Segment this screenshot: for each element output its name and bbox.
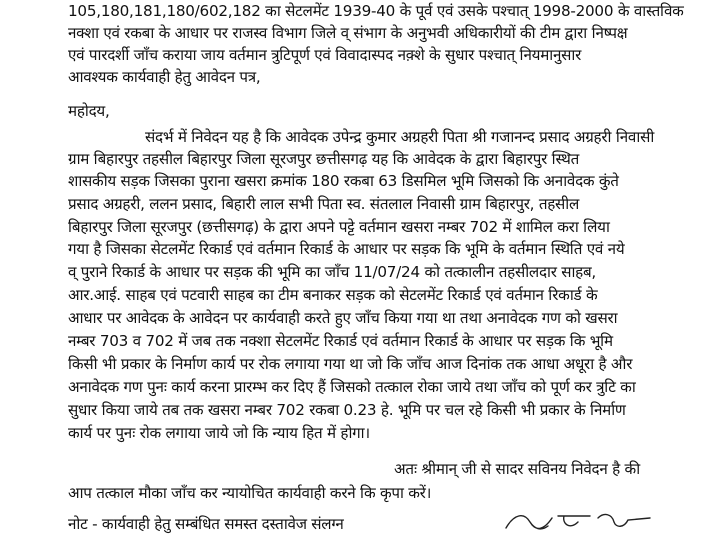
body-line: आर.आई. साहब एवं पटवारी साहब का टीम बनाकर सड़क को सेटलमेंट रिकार्ड एवं वर्तमान रिकार्ड के [68, 286, 598, 304]
body-line: अनावेदक गण पुनः कार्य करना प्रारम्भ कर दिए हैं जिसको तत्काल रोका जाये तथा जाँच को पूर्ण कर त्रुटि का [68, 378, 636, 396]
signature-scribble [500, 508, 660, 534]
body-line: व् पुराने रिकार्ड के आधार पर सड़क की भूमि का जाँच 11/07/24 को तत्कालीन तहसीलदार साहब, [68, 263, 596, 281]
subject-line: आवश्यक कार्यवाही हेतु आवेदन पत्र, [68, 68, 261, 86]
body-line: गया है जिसका सेटलमेंट रिकार्ड एवं वर्तमान रिकार्ड के आधार पर सड़क कि भूमि के वर्तमान स्थिति एवं नये [68, 240, 625, 258]
salutation: महोदय, [68, 102, 110, 120]
body-line: सुधार किया जाये तब तक खसरा नम्बर 702 रकबा 0.23 हे. भूमि पर चल रहे किसी भी प्रकार के निर्माण [68, 401, 626, 419]
subject-line: 105,180,181,180/602,182 का सेटलमेंट 1939-40 के पूर्व एवं उसके पश्चात् 1998-2000 के वास्तविक [68, 2, 684, 20]
body-line: बिहारपुर जिला सूरजपुर (छत्तीसगढ़) के द्वारा अपने पट्टे वर्तमान खसरा नम्बर 702 में शामिल करा लिया [68, 218, 610, 236]
body-line: नम्बर 703 व 702 में जब तक नक्शा सेटलमेंट रिकार्ड एवं वर्तमान रिकार्ड के आधार पर सड़क कि भूमि [68, 332, 613, 350]
body-line: शासकीय सड़क जिसका पुराना खसरा क्रमांक 180 रकबा 63 डिसमिल भूमि जिसको कि अनावेदक कुंते [68, 172, 619, 190]
closing-line: अतः श्रीमान् जी से सादर सविनय निवेदन है की [394, 460, 640, 478]
body-line: ग्राम बिहारपुर तहसील बिहारपुर जिला सूरजपुर छत्तीसगढ़ यह कि आवेदक के द्वारा बिहारपुर स्थित [68, 150, 580, 168]
body-line: किसी भी प्रकार के निर्माण कार्य पर रोक लगाया गया था जो कि जाँच आज दिनांक तक आधा अधूरा है और [68, 355, 633, 373]
closing-line: आप तत्काल मौका जाँच कर न्यायोचित कार्यवाही करने कि कृपा करें। [68, 484, 432, 502]
subject-line: नक्शा एवं रकबा के आधार पर राजस्व विभाग जिले व् संभाग के अनुभवी अधिकारीयों की टीम द्वारा निष्पक्ष [68, 24, 628, 42]
body-line: प्रसाद अग्रहरी, ललन प्रसाद, बिहारी लाल सभी पिता स्व. संतलाल निवासी ग्राम बिहारपुर, तहसील [68, 195, 580, 213]
body-line: आधार पर आवेदक के आवेदन पर कार्यवाही करते हुए जाँच किया गया था तथा अनावेदक गण को खसरा [68, 309, 618, 327]
subject-line: एवं पारदर्शी जाँच कराया जाय वर्तमान त्रुटिपूर्ण एवं विवादास्पद नक़्शे के सुधार पश्चात् नियमानुसार [68, 46, 582, 64]
handwritten-signature [500, 508, 660, 534]
note-line: नोट - कार्यवाही हेतु सम्बंधित समस्त दस्तावेज संलग्न [68, 515, 344, 533]
body-line: कार्य पर पुनः रोक लगाया जाये जो कि न्याय हित में होगा। [68, 424, 370, 442]
body-line: संदर्भ में निवेदन यह है कि आवेदक उपेन्द्र कुमार अग्रहरी पिता श्री गजानन्द प्रसाद अग्रहरी निवासी [145, 128, 655, 146]
